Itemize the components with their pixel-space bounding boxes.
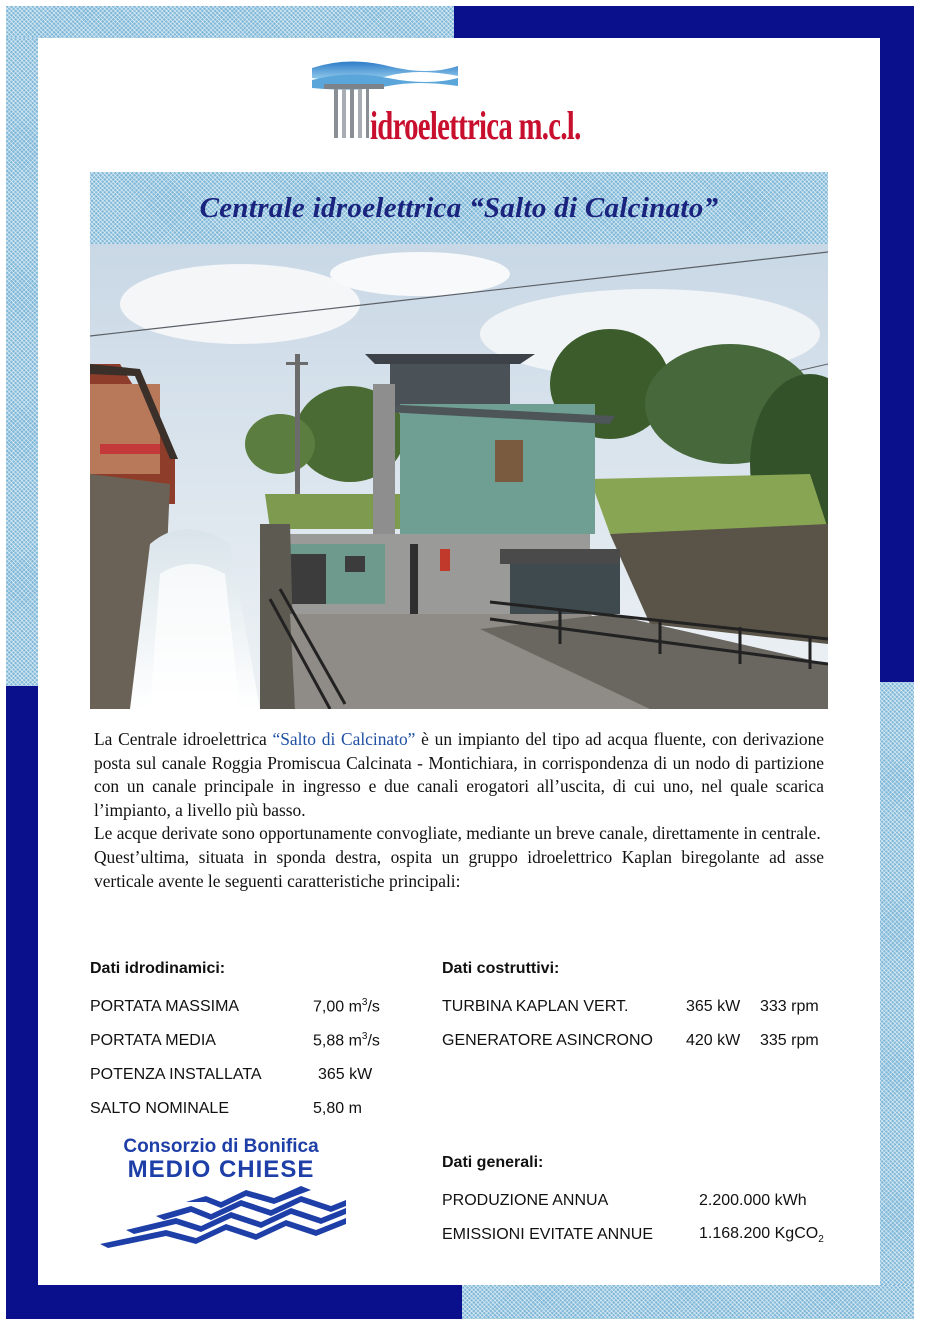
description-paragraph-3: Quest’ultima, situata in sponda destra, ospita un gruppo idroelettrico Kaplan biregolante ad asse verticale avente le seguenti caratteristiche principali: <box>94 846 824 891</box>
consorzio-waves-icon <box>96 1184 356 1252</box>
construction-data <box>442 960 842 1058</box>
data-value: 7,00 $m^3/s$ <box>313 997 380 1016</box>
frame-navy-top <box>454 6 914 38</box>
frame-navy-right <box>880 6 914 682</box>
data-row <box>90 1024 420 1058</box>
data-row <box>442 1184 852 1218</box>
idroelettrica-logo <box>308 58 628 150</box>
data-value: 5,80 m <box>313 1100 362 1117</box>
data-label: PORTATA MEDIA <box>90 1032 216 1049</box>
data-value: 1.168.200 KgCO$_2$ <box>699 1224 824 1246</box>
frame-navy-bottom <box>6 1285 462 1319</box>
frame-navy-left <box>6 686 38 1319</box>
speed-value: 333 rpm <box>760 998 819 1015</box>
data-value: 2.200.000 kWh <box>699 1192 807 1209</box>
description-paragraph-1 <box>94 728 824 822</box>
power-value: 420 kW <box>686 1032 741 1049</box>
frame-hatched-bottom <box>462 1285 914 1319</box>
description <box>94 728 824 893</box>
description-paragraph-2: Le acque derivate sono opportunamente convogliate, mediante un breve canale, direttamente in centrale. <box>94 823 821 844</box>
data-row <box>442 990 842 1024</box>
data-label: PRODUZIONE ANNUA <box>442 1192 609 1209</box>
general-data <box>442 1154 852 1252</box>
hydrodynamic-data <box>90 960 420 1126</box>
description-text: è un impianto del tipo ad acqua fluente, con derivazione posta sul canale Roggia Promiscua Calcinata - Montichiara, in corrispondenza di un nodo di partizione con un canale principale in ingresso e due canali erogatori all’uscita, di cui uno, nel quale scarica l’impianto, a livello più basso. <box>94 729 824 820</box>
description-text: La Centrale idroelettrica <box>94 729 273 749</box>
data-row <box>90 1092 420 1126</box>
frame-hatched-left <box>6 6 38 686</box>
data-row <box>442 1218 852 1252</box>
data-value: 365 kW <box>318 1066 373 1083</box>
construction-title: Dati costruttivi: <box>442 960 560 977</box>
consorzio-line2: MEDIO CHIESE <box>127 1156 315 1183</box>
data-value: 5,88 $m^3/s$ <box>313 1031 380 1050</box>
frame-hatched-top <box>6 6 454 38</box>
speed-value: 335 rpm <box>760 1032 819 1049</box>
hydrodynamic-title: Dati idrodinamici: <box>90 960 226 977</box>
data-label: EMISSIONI EVITATE ANNUE <box>442 1226 653 1243</box>
data-label: TURBINA KAPLAN VERT. <box>442 998 629 1015</box>
data-label: GENERATORE ASINCRONO <box>442 1032 653 1049</box>
data-label: SALTO NOMINALE <box>90 1100 229 1117</box>
consorzio-logo <box>96 1136 356 1256</box>
consorzio-line1: Consorzio di Bonifica <box>123 1136 319 1157</box>
frame-hatched-right <box>880 682 914 1319</box>
power-plant-photo <box>90 244 828 709</box>
data-row <box>90 1058 420 1092</box>
page-title: Centrale idroelettrica “Salto di Calcinato” <box>199 191 719 224</box>
power-value: 365 kW <box>686 998 741 1015</box>
data-label: PORTATA MASSIMA <box>90 998 240 1015</box>
power-plant-illustration <box>90 244 828 709</box>
data-label: POTENZA INSTALLATA <box>90 1066 262 1083</box>
plant-name-highlight: “Salto di Calcinato” <box>272 729 416 749</box>
data-row <box>90 990 420 1024</box>
title-band <box>90 172 828 244</box>
logo-brand-text: idroelettrica m.c.l. <box>370 103 581 148</box>
data-row <box>442 1024 842 1058</box>
general-title: Dati generali: <box>442 1154 544 1171</box>
